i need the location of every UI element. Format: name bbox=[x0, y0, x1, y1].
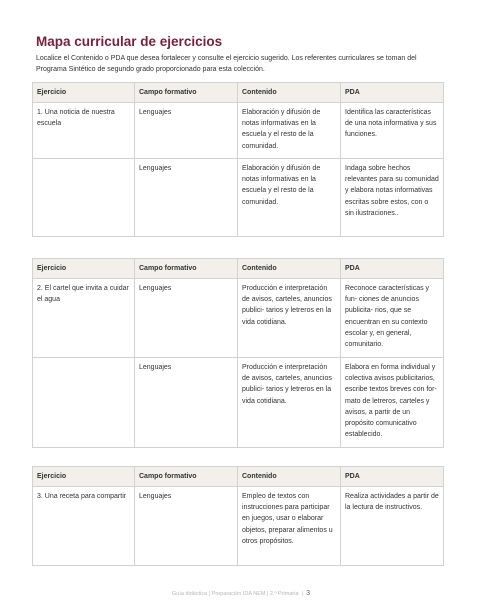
header-pda: PDA bbox=[341, 83, 444, 103]
header-contenido: Contenido bbox=[238, 259, 341, 279]
cell-pda: Identifica las características de una nota informativa y sus funciones. bbox=[341, 103, 444, 159]
cell-campo-formativo: Lenguajes bbox=[135, 159, 238, 237]
cell-contenido: Elaboración y difusión de notas informativas en la escuela y el resto de la comunidad. bbox=[238, 103, 341, 159]
table-header-row bbox=[33, 467, 444, 487]
cell-contenido: Empleo de textos con instrucciones para participar en juegos, usar o elaborar objetos, preparar alimentos u otros propósitos. bbox=[238, 487, 341, 566]
table-row bbox=[33, 159, 444, 237]
exercise-table-2 bbox=[32, 258, 444, 448]
cell-ejercicio: 3. Una receta para compartir bbox=[33, 487, 135, 566]
header-ejercicio: Ejercicio bbox=[33, 467, 135, 487]
header-pda: PDA bbox=[341, 259, 444, 279]
header-ejercicio: Ejercicio bbox=[33, 259, 135, 279]
cell-contenido: Elaboración y difusión de notas informativas en la escuela y el resto de la comunidad. bbox=[238, 159, 341, 237]
table-row bbox=[33, 279, 444, 358]
table-row bbox=[33, 103, 444, 159]
header-ejercicio: Ejercicio bbox=[33, 83, 135, 103]
cell-ejercicio: 2. El cartel que invita a cuidar el agua bbox=[33, 279, 135, 358]
page-title: Mapa curricular de ejercicios bbox=[36, 34, 223, 49]
cell-contenido: Producción e interpretación de avisos, carteles, anuncios publici- tarios y letreros en la vida cotidiana. bbox=[238, 358, 341, 448]
cell-pda: Elabora en forma individual y colectiva avisos publicitarios, escribe textos breves con for- mato de letreros, carteles y avisos, a partir de un propósito comunicativo establecido. bbox=[341, 358, 444, 448]
exercise-table-3 bbox=[32, 466, 444, 566]
table-row bbox=[33, 358, 444, 448]
header-campo-formativo: Campo formativo bbox=[135, 259, 238, 279]
cell-campo-formativo: Lenguajes bbox=[135, 487, 238, 566]
cell-pda: Realiza actividades a partir de la lectura de instructivos. bbox=[341, 487, 444, 566]
table-header-row bbox=[33, 83, 444, 103]
exercise-table-1 bbox=[32, 82, 444, 237]
header-contenido: Contenido bbox=[238, 467, 341, 487]
cell-campo-formativo: Lenguajes bbox=[135, 358, 238, 448]
table-header-row bbox=[33, 259, 444, 279]
intro-paragraph: Localice el Contenido o PDA que desea fortalecer y consulte el ejercicio sugerido. Los referentes curriculares se toman del Programa Sintético de segundo grado proporcionado para esta colección. bbox=[36, 55, 417, 73]
cell-pda: Reconoce características y fun- ciones de anuncios publicita- rios, que se encuentran en su contexto escolar y, en general, comunitario. bbox=[341, 279, 444, 358]
page-footer bbox=[0, 590, 482, 597]
header-pda: PDA bbox=[341, 467, 444, 487]
cell-ejercicio bbox=[33, 159, 135, 237]
cell-ejercicio bbox=[33, 358, 135, 448]
header-campo-formativo: Campo formativo bbox=[135, 83, 238, 103]
header-campo-formativo: Campo formativo bbox=[135, 467, 238, 487]
cell-pda: Indaga sobre hechos relevantes para su comunidad y elabora notas informativas escritas sobre estos, con o sin ilustraciones.. bbox=[341, 159, 444, 237]
cell-contenido: Producción e interpretación de avisos, carteles, anuncios publici- tarios y letreros en la vida cotidiana. bbox=[238, 279, 341, 358]
footer-text: Guía didáctica | Preparación IDA NEM | 2.º Primaria bbox=[172, 591, 299, 597]
cell-campo-formativo: Lenguajes bbox=[135, 279, 238, 358]
cell-campo-formativo: Lenguajes bbox=[135, 103, 238, 159]
page-number: 3 bbox=[306, 590, 310, 597]
header-contenido: Contenido bbox=[238, 83, 341, 103]
cell-ejercicio: 1. Una noticia de nuestra escuela bbox=[33, 103, 135, 159]
footer-separator: | bbox=[301, 591, 304, 597]
table-row bbox=[33, 487, 444, 566]
